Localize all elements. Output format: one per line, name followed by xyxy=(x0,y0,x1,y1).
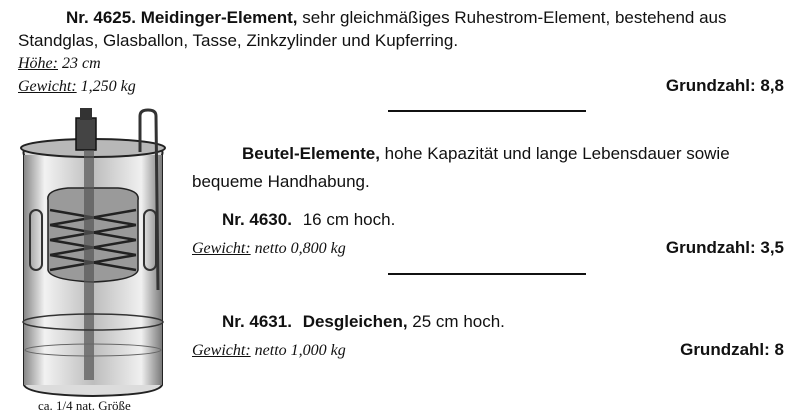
weight-value: netto 0,800 kg xyxy=(254,240,346,257)
weight-label: Gewicht: xyxy=(18,78,77,95)
divider-2 xyxy=(388,273,586,275)
beutel-title: Beutel-Elemente, xyxy=(242,144,380,163)
item-4631-weight xyxy=(192,342,346,360)
item-4631-name: Desgleichen, xyxy=(302,312,408,331)
beutel-line-2: bequeme Handhabung. xyxy=(192,172,370,191)
item-4625-grundzahl: Grundzahl: 8,8 xyxy=(665,76,784,95)
item-4625-line-1 xyxy=(66,8,727,28)
item-4625-description: sehr gleichmäßiges Ruhestrom-Element, bestehend aus xyxy=(302,8,727,27)
item-4631-number: Nr. 4631. xyxy=(222,312,292,331)
item-4625-height xyxy=(18,55,101,73)
illustration-caption: ca. 1/4 nat. Größe xyxy=(38,398,131,413)
beutel-line-1 xyxy=(242,144,730,164)
item-4625-description-line-2: Standglas, Glasballon, Tasse, Zinkzylinder und Kupferring. xyxy=(18,31,459,50)
item-4630-line xyxy=(222,210,395,230)
weight-value: netto 1,000 kg xyxy=(254,342,346,359)
item-4630-number: Nr. 4630. xyxy=(222,210,292,229)
item-4631-line xyxy=(222,312,505,332)
weight-label: Gewicht: xyxy=(192,342,251,359)
weight-value: 1,250 kg xyxy=(80,78,136,95)
item-4631-description: 25 cm hoch. xyxy=(412,312,505,331)
item-4625-number: Nr. 4625. xyxy=(66,8,136,27)
height-label: Höhe: xyxy=(18,55,58,72)
item-4625-name: Meidinger-Element, xyxy=(140,8,298,27)
height-value: 23 cm xyxy=(61,55,101,72)
item-4631-grundzahl: Grundzahl: 8 xyxy=(680,340,784,359)
divider-1 xyxy=(388,110,586,112)
item-4630-grundzahl: Grundzahl: 3,5 xyxy=(665,238,784,257)
item-4625-weight xyxy=(18,78,136,96)
beutel-description: hohe Kapazität und lange Lebensdauer sowie xyxy=(384,144,730,163)
weight-label: Gewicht: xyxy=(192,240,251,257)
item-4630-description: 16 cm hoch. xyxy=(302,210,396,229)
item-4630-weight xyxy=(192,240,346,258)
meidinger-element-illustration xyxy=(8,100,180,400)
